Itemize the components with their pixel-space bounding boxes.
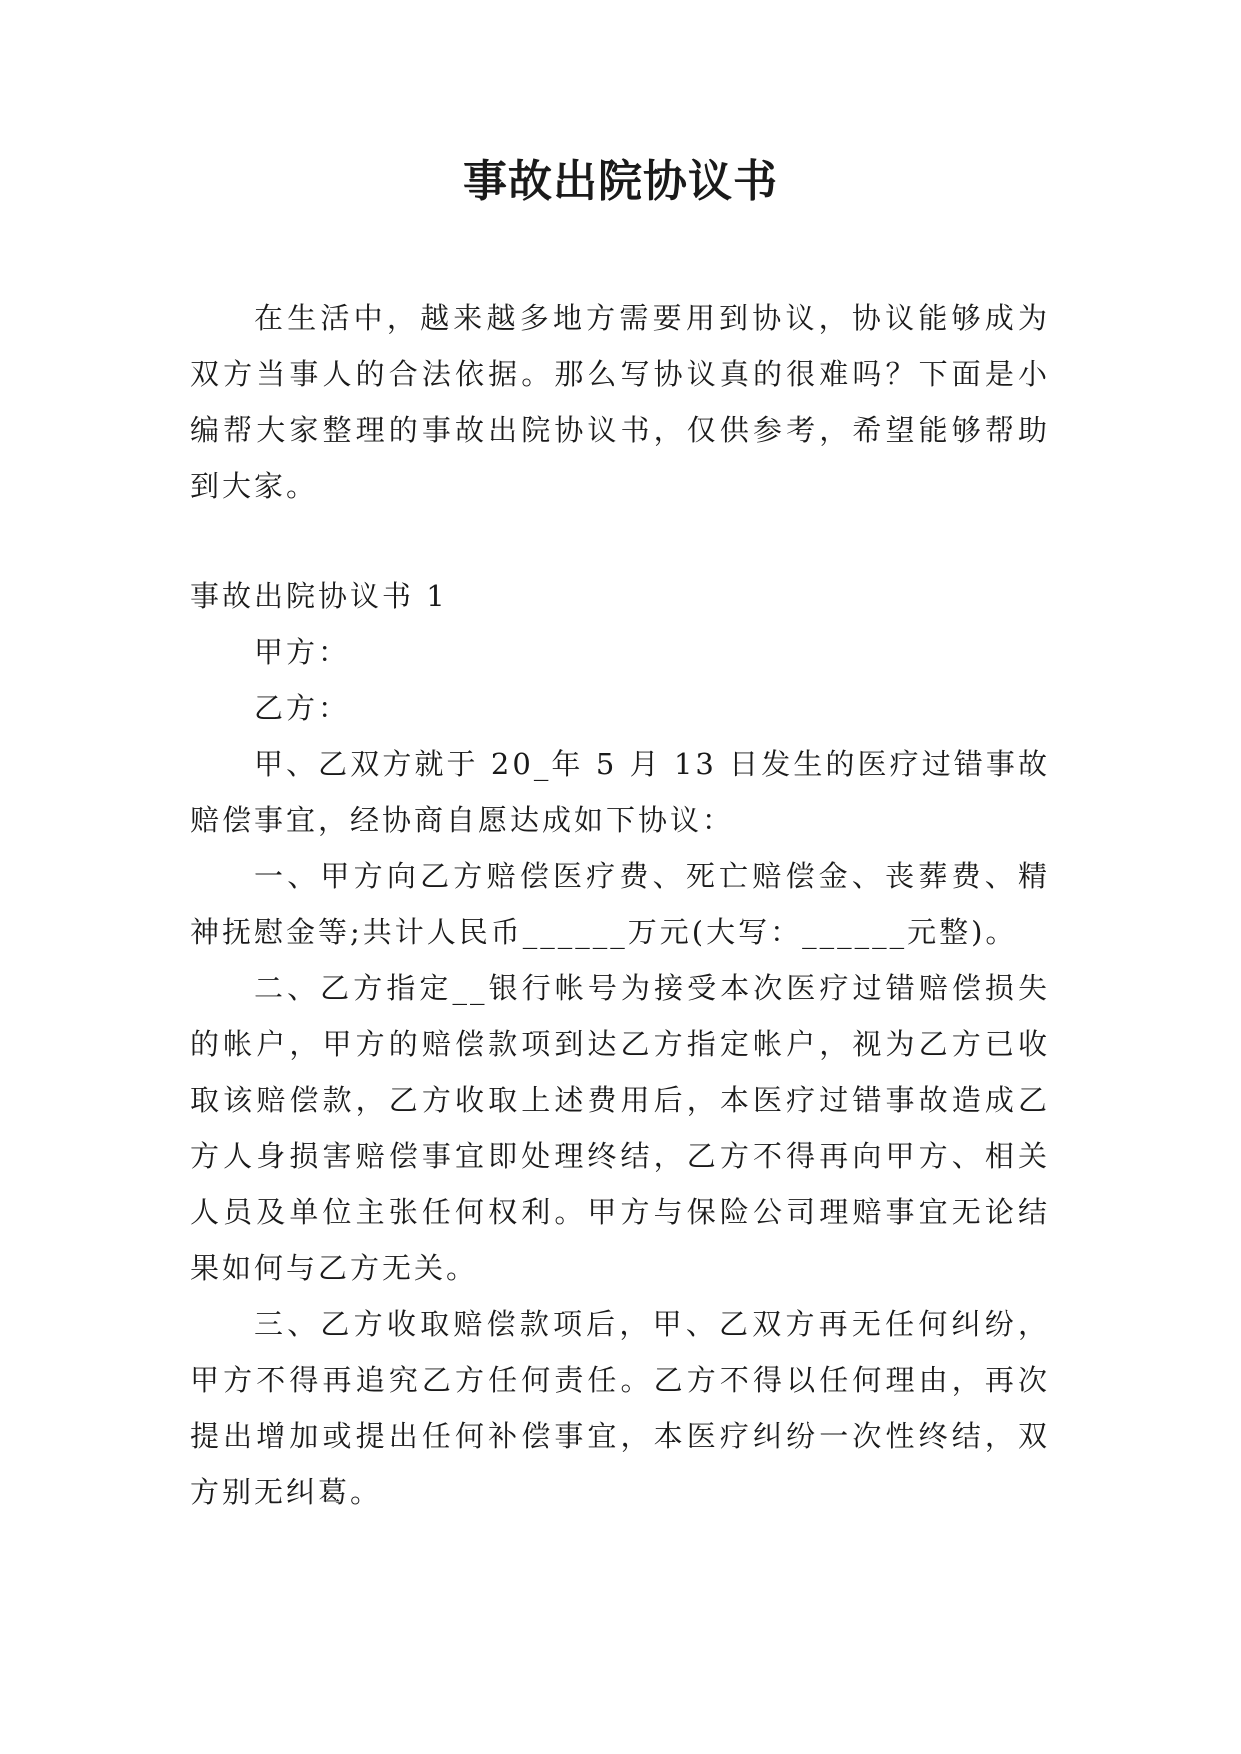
spacer (190, 514, 1050, 568)
party-b-label: 乙方： (254, 691, 351, 725)
document-body (190, 290, 1050, 1520)
clause-1: 一、甲方向乙方赔偿医疗费、死亡赔偿金、丧葬费、精神抚慰金等;共计人民币______万元(大写：______元整)。 (190, 859, 1050, 949)
agreement-preamble: 甲、乙双方就于 20_年 5 月 13 日发生的医疗过错事故赔偿事宜，经协商自愿达成如下协议： (190, 747, 1050, 837)
party-a-label: 甲方： (254, 635, 351, 669)
intro-paragraph: 在生活中，越来越多地方需要用到协议，协议能够成为双方当事人的合法依据。那么写协议真的很难吗？下面是小编帮大家整理的事故出院协议书，仅供参考，希望能够帮助到大家。 (190, 301, 1050, 503)
clause-2: 二、乙方指定__银行帐号为接受本次医疗过错赔偿损失的帐户，甲方的赔偿款项到达乙方指定帐户，视为乙方已收取该赔偿款，乙方收取上述费用后，本医疗过错事故造成乙方人身损害赔偿事宜即处理终结，乙方不得再向甲方、相关人员及单位主张任何权利。甲方与保险公司理赔事宜无论结果如何与乙方无关。 (190, 971, 1050, 1285)
document-title: 事故出院协议书 (463, 156, 778, 207)
clause-3: 三、乙方收取赔偿款项后，甲、乙双方再无任何纠纷，甲方不得再追究乙方任何责任。乙方不得以任何理由，再次提出增加或提出任何补偿事宜，本医疗纠纷一次性终结，双方别无纠葛。 (190, 1307, 1050, 1509)
section-heading: 事故出院协议书 1 (190, 579, 448, 613)
